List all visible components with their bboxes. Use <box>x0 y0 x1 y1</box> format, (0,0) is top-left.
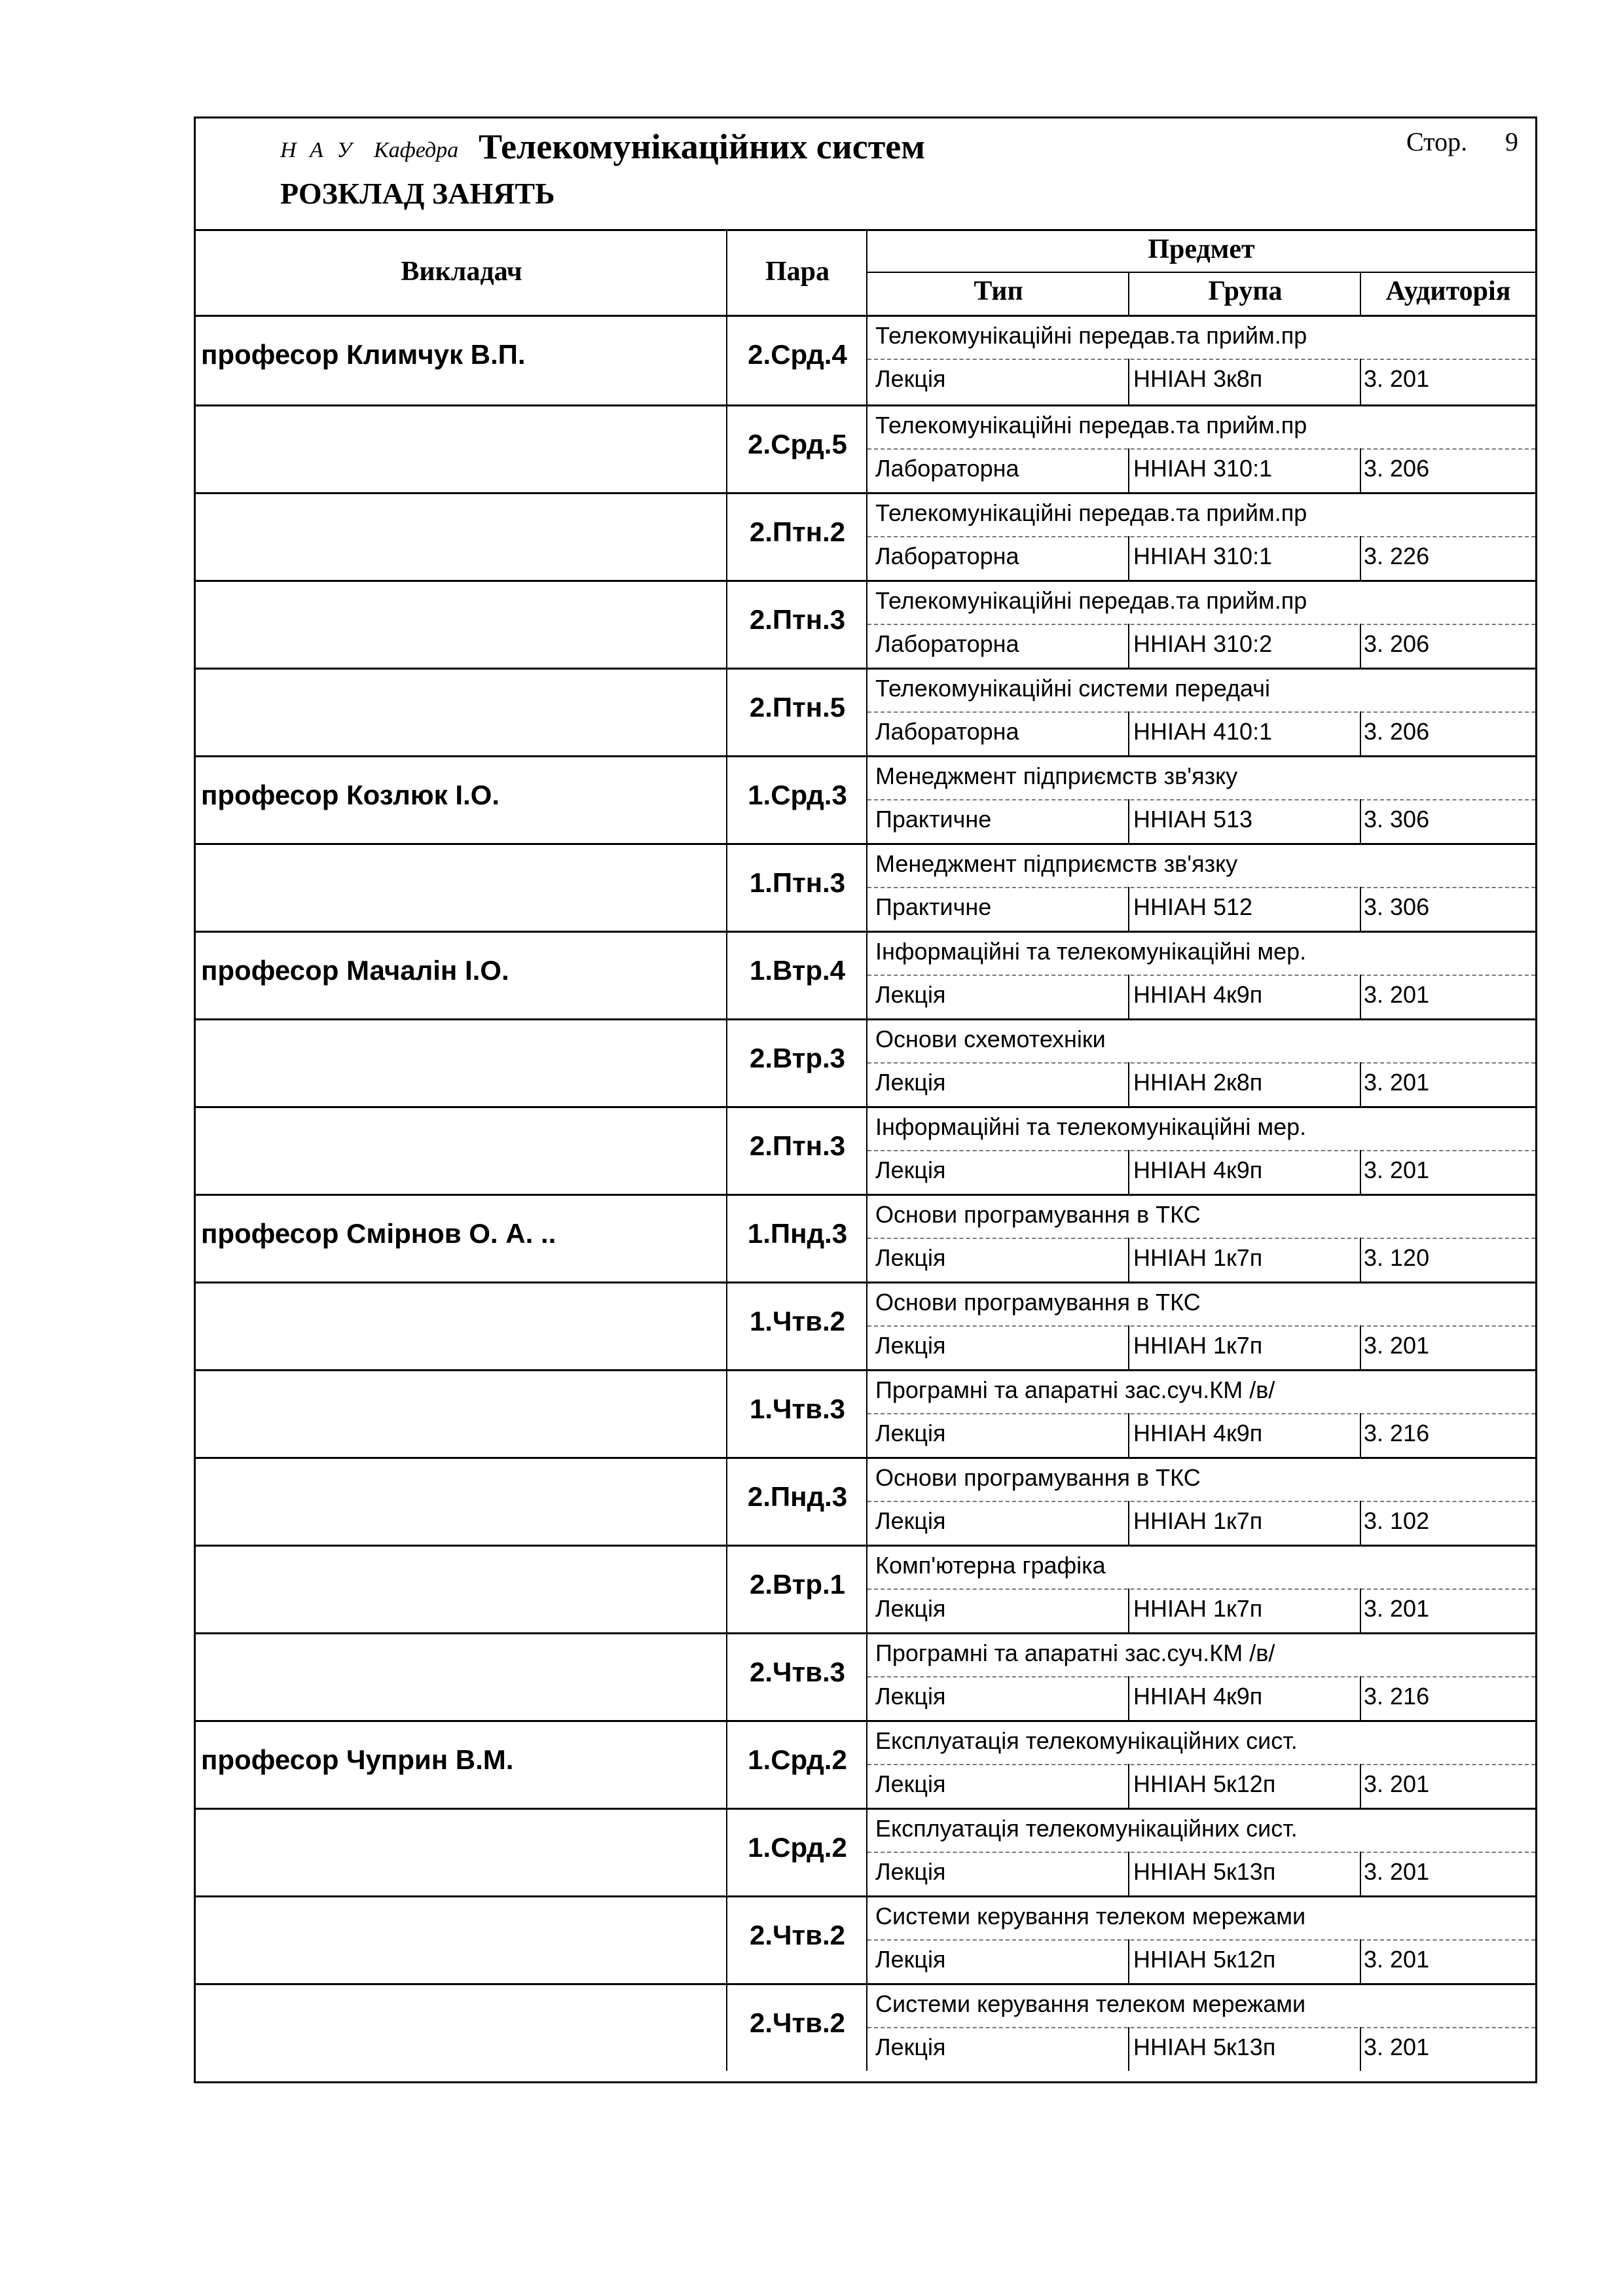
group-code: ННІАН 310:1 <box>1133 543 1273 569</box>
document-header <box>196 118 1535 231</box>
para-code: 2.Чтв.2 <box>750 2007 845 2038</box>
column-divider <box>1128 1501 1129 1545</box>
column-divider <box>1360 1588 1361 1632</box>
class-type: Лабораторна <box>875 543 1019 569</box>
column-header-teacher: Викладач <box>401 257 522 287</box>
class-type: Лабораторна <box>875 630 1019 657</box>
subject-name: Системи керування телеком мережами <box>875 1990 1306 2017</box>
column-header-para: Пара <box>765 257 830 287</box>
dashed-divider <box>867 887 1535 888</box>
column-divider <box>1128 1150 1129 1194</box>
column-divider <box>1128 1588 1129 1632</box>
class-type: Лекція <box>875 1595 946 1622</box>
subject-name: Комп'ютерна графіка <box>875 1552 1106 1579</box>
column-divider <box>1128 1238 1129 1282</box>
room-number: 3. 306 <box>1364 893 1430 920</box>
dashed-divider <box>867 1588 1535 1590</box>
table-row <box>196 1018 1535 1106</box>
department-name: Телекомунікаційних систем <box>479 127 926 166</box>
class-type: Лекція <box>875 1507 946 1534</box>
room-number: 3. 206 <box>1364 630 1430 657</box>
dashed-divider <box>867 1676 1535 1677</box>
column-divider <box>1128 448 1129 492</box>
teacher-name: професор Климчук В.П. <box>201 339 526 370</box>
room-number: 3. 201 <box>1364 365 1430 392</box>
para-code: 2.Чтв.3 <box>750 1657 845 1687</box>
para-code: 1.Чтв.3 <box>750 1393 845 1424</box>
subject-name: Системи керування телеком мережами <box>875 1903 1306 1929</box>
room-number: 3. 216 <box>1364 1683 1430 1710</box>
dashed-divider <box>867 1325 1535 1327</box>
room-number: 3. 201 <box>1364 981 1430 1008</box>
column-divider <box>1128 975 1129 1018</box>
org-abbreviation: Н А У <box>280 138 356 162</box>
para-code: 2.Чтв.2 <box>750 1920 845 1950</box>
page-label: Стор. <box>1406 127 1468 156</box>
para-code: 2.Птн.5 <box>749 692 846 723</box>
group-code: ННІАН 4к9п <box>1133 1420 1263 1446</box>
column-header-subject: Предмет <box>1148 234 1255 264</box>
column-divider <box>1360 1939 1361 1983</box>
group-code: ННІАН 1к7п <box>1133 1244 1263 1271</box>
room-number: 3. 306 <box>1364 806 1430 833</box>
class-type: Лекція <box>875 2034 946 2060</box>
column-divider <box>1360 799 1361 843</box>
group-code: ННІАН 5к12п <box>1133 1946 1276 1973</box>
room-number: 3. 201 <box>1364 1157 1430 1183</box>
column-divider <box>1360 624 1361 668</box>
column-divider <box>1128 1852 1129 1895</box>
subject-name: Інформаційні та телекомунікаційні мер. <box>875 1113 1307 1140</box>
table-row <box>196 1106 1535 1194</box>
dashed-divider <box>867 799 1535 800</box>
para-code: 2.Птн.2 <box>749 516 846 547</box>
group-code: ННІАН 513 <box>1133 806 1253 833</box>
subject-name: Основи схемотехніки <box>875 1026 1106 1052</box>
room-number: 3. 201 <box>1364 1770 1430 1797</box>
para-code: 2.Втр.1 <box>749 1569 846 1600</box>
column-divider <box>1128 1325 1129 1369</box>
subject-name: Телекомунікаційні передав.та прийм.пр <box>875 587 1307 614</box>
column-divider <box>1128 799 1129 843</box>
column-divider <box>1128 359 1129 404</box>
group-code: ННІАН 1к7п <box>1133 1507 1263 1534</box>
column-divider <box>1360 1676 1361 1720</box>
subject-name: Інформаційні та телекомунікаційні мер. <box>875 938 1307 965</box>
column-divider <box>1360 1325 1361 1369</box>
header-divider <box>1128 272 1129 315</box>
class-type: Лекція <box>875 1157 946 1183</box>
column-divider <box>1128 1413 1129 1457</box>
table-row <box>196 931 1535 1018</box>
column-divider <box>1360 448 1361 492</box>
para-code: 1.Птн.3 <box>749 867 846 898</box>
subject-name: Експлуатація телекомунікаційних сист. <box>875 1815 1298 1842</box>
subject-name: Основи програмування в ТКС <box>875 1289 1201 1316</box>
header-divider <box>1360 272 1361 315</box>
subject-name: Програмні та апаратні зас.суч.КМ /в/ <box>875 1640 1275 1666</box>
class-type: Лекція <box>875 1770 946 1797</box>
group-code: ННІАН 5к13п <box>1133 1858 1276 1885</box>
room-number: 3. 102 <box>1364 1507 1430 1534</box>
dashed-divider <box>867 1150 1535 1151</box>
room-number: 3. 226 <box>1364 543 1430 569</box>
table-row <box>196 580 1535 668</box>
column-divider <box>1128 2027 1129 2071</box>
dashed-divider <box>867 624 1535 625</box>
para-code: 1.Втр.4 <box>749 955 846 986</box>
subject-name: Основи програмування в ТКС <box>875 1464 1201 1491</box>
group-code: ННІАН 3к8п <box>1133 365 1263 392</box>
para-code: 2.Втр.3 <box>749 1043 846 1073</box>
class-type: Лекція <box>875 1858 946 1885</box>
table-row <box>196 1808 1535 1895</box>
para-code: 2.Птн.3 <box>749 1130 846 1161</box>
dashed-divider <box>867 1852 1535 1853</box>
para-code: 1.Чтв.2 <box>750 1306 845 1336</box>
class-type: Практичне <box>875 893 992 920</box>
column-divider <box>1360 1150 1361 1194</box>
teacher-name: професор Чуприн В.М. <box>201 1744 514 1775</box>
room-number: 3. 201 <box>1364 1858 1430 1885</box>
para-code: 2.Срд.5 <box>748 429 847 459</box>
table-row <box>196 492 1535 580</box>
group-code: ННІАН 2к8п <box>1133 1069 1263 1096</box>
room-number: 3. 201 <box>1364 1946 1430 1973</box>
column-header-group: Група <box>1208 276 1283 306</box>
column-divider <box>1360 359 1361 404</box>
subject-name: Менеджмент підприємств зв'язку <box>875 762 1238 789</box>
table-row <box>196 1720 1535 1808</box>
subject-name: Програмні та апаратні зас.суч.КМ /в/ <box>875 1376 1275 1403</box>
table-header <box>196 231 1535 317</box>
subject-name: Менеджмент підприємств зв'язку <box>875 850 1238 877</box>
column-divider <box>1360 536 1361 580</box>
para-code: 2.Пнд.3 <box>747 1481 848 1512</box>
room-number: 3. 216 <box>1364 1420 1430 1446</box>
column-divider <box>1128 1062 1129 1106</box>
group-code: ННІАН 4к9п <box>1133 981 1263 1008</box>
class-type: Лабораторна <box>875 718 1019 745</box>
column-divider <box>1360 1062 1361 1106</box>
para-code: 2.Срд.4 <box>748 339 847 370</box>
header-divider <box>726 231 727 315</box>
table-row <box>196 1369 1535 1457</box>
column-header-room: Аудиторія <box>1385 276 1511 306</box>
header-divider <box>867 272 1535 273</box>
group-code: ННІАН 512 <box>1133 893 1253 920</box>
document-title: РОЗКЛАД ЗАНЯТЬ <box>280 177 555 210</box>
dashed-divider <box>867 1501 1535 1502</box>
room-number: 3. 201 <box>1364 1332 1430 1359</box>
schedule-sheet <box>194 117 1537 2083</box>
subject-name: Основи програмування в ТКС <box>875 1201 1201 1228</box>
group-code: ННІАН 5к13п <box>1133 2034 1276 2060</box>
table-row <box>196 1632 1535 1720</box>
column-divider <box>1128 1676 1129 1720</box>
room-number: 3. 201 <box>1364 2034 1430 2060</box>
dashed-divider <box>867 1238 1535 1239</box>
dashed-divider <box>867 536 1535 537</box>
department-label: Кафедра <box>374 138 459 162</box>
subject-name: Телекомунікаційні передав.та прийм.пр <box>875 499 1307 526</box>
room-number: 3. 206 <box>1364 718 1430 745</box>
dashed-divider <box>867 2027 1535 2028</box>
column-divider <box>1360 887 1361 931</box>
column-divider <box>1360 1501 1361 1545</box>
group-code: ННІАН 1к7п <box>1133 1332 1263 1359</box>
class-type: Лекція <box>875 1069 946 1096</box>
table-row <box>196 317 1535 404</box>
table-row <box>196 843 1535 931</box>
dashed-divider <box>867 1062 1535 1064</box>
group-code: ННІАН 4к9п <box>1133 1683 1263 1710</box>
class-type: Лабораторна <box>875 455 1019 482</box>
group-code: ННІАН 310:2 <box>1133 630 1273 657</box>
group-code: ННІАН 410:1 <box>1133 718 1273 745</box>
column-divider <box>1360 1413 1361 1457</box>
header-divider <box>866 231 867 315</box>
subject-name: Експлуатація телекомунікаційних сист. <box>875 1727 1298 1754</box>
para-code: 1.Пнд.3 <box>747 1218 848 1249</box>
room-number: 3. 120 <box>1364 1244 1430 1271</box>
subject-name: Телекомунікаційні передав.та прийм.пр <box>875 412 1307 439</box>
subject-name: Телекомунікаційні передав.та прийм.пр <box>875 322 1307 349</box>
column-divider <box>1128 711 1129 755</box>
group-code: ННІАН 310:1 <box>1133 455 1273 482</box>
column-divider <box>1128 887 1129 931</box>
table-row <box>196 1457 1535 1545</box>
column-divider <box>866 317 867 404</box>
subject-name: Телекомунікаційні системи передачі <box>875 675 1271 702</box>
table-row <box>196 1194 1535 1282</box>
para-code: 2.Птн.3 <box>749 604 846 635</box>
dashed-divider <box>867 711 1535 713</box>
table-row <box>196 404 1535 492</box>
dashed-divider <box>867 975 1535 976</box>
column-divider <box>1128 624 1129 668</box>
teacher-name: професор Мачалін І.О. <box>201 955 509 986</box>
table-row <box>196 1983 1535 2071</box>
column-divider <box>1360 975 1361 1018</box>
room-number: 3. 201 <box>1364 1595 1430 1622</box>
teacher-name: професор Козлюк І.О. <box>201 780 500 810</box>
column-divider <box>1128 1764 1129 1808</box>
column-divider <box>1128 536 1129 580</box>
column-divider <box>1360 2027 1361 2071</box>
class-type: Лекція <box>875 1420 946 1446</box>
class-type: Лекція <box>875 1244 946 1271</box>
class-type: Лекція <box>875 1683 946 1710</box>
class-type: Лекція <box>875 365 946 392</box>
table-row <box>196 1545 1535 1632</box>
column-header-type: Тип <box>974 276 1023 306</box>
column-divider <box>1360 1852 1361 1895</box>
dashed-divider <box>867 448 1535 450</box>
group-code: ННІАН 1к7п <box>1133 1595 1263 1622</box>
para-code: 1.Срд.2 <box>748 1744 847 1775</box>
dashed-divider <box>867 1413 1535 1414</box>
room-number: 3. 206 <box>1364 455 1430 482</box>
column-divider <box>1128 1939 1129 1983</box>
group-code: ННІАН 5к12п <box>1133 1770 1276 1797</box>
column-divider <box>1360 711 1361 755</box>
table-row <box>196 1895 1535 1983</box>
table-row <box>196 755 1535 843</box>
para-code: 1.Срд.2 <box>748 1832 847 1863</box>
table-row <box>196 1282 1535 1369</box>
column-divider <box>1360 1764 1361 1808</box>
teacher-name: професор Смірнов О. А. .. <box>201 1218 556 1249</box>
dashed-divider <box>867 1764 1535 1765</box>
para-code: 1.Срд.3 <box>748 780 847 810</box>
class-type: Практичне <box>875 806 992 833</box>
class-type: Лекція <box>875 1946 946 1973</box>
table-row <box>196 668 1535 755</box>
class-type: Лекція <box>875 1332 946 1359</box>
page-number: 9 <box>1505 127 1518 156</box>
group-code: ННІАН 4к9п <box>1133 1157 1263 1183</box>
room-number: 3. 201 <box>1364 1069 1430 1096</box>
column-divider <box>1360 1238 1361 1282</box>
dashed-divider <box>867 1939 1535 1941</box>
class-type: Лекція <box>875 981 946 1008</box>
dashed-divider <box>867 359 1535 360</box>
